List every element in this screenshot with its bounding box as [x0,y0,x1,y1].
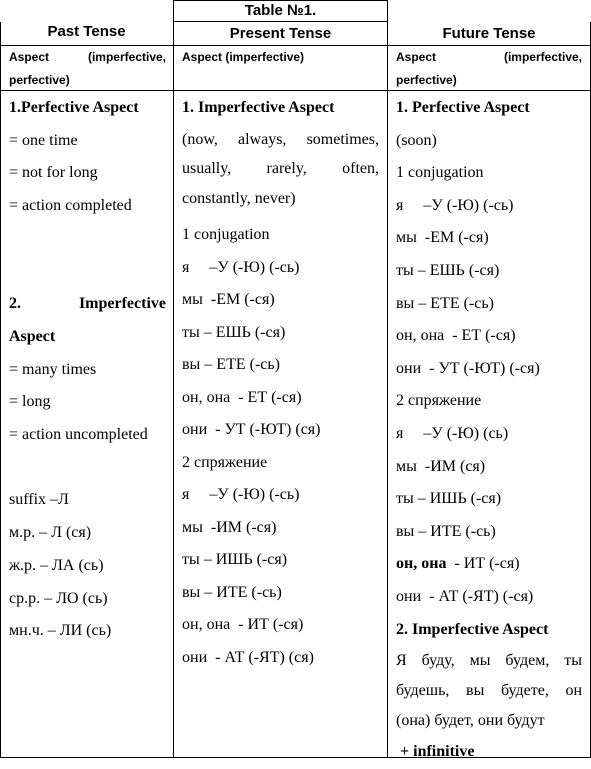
list-item: = many times [9,360,97,378]
list-item: они - УТ (-ЮТ) (ся) [182,421,321,438]
list-item: он, она - ИТ (-ся) [396,555,520,573]
list-item: ты – ЕШЬ (-ся) [182,323,286,341]
conj1-title: 1 conjugation [396,164,484,182]
list-item: он, она - ИТ (-ся) [182,616,304,633]
table-title: Table №1. [244,2,317,19]
present-column [182,92,379,674]
list-item: ср.р. – ЛО (сь) [9,589,108,607]
list-item: ты – ЕШЬ (-ся) [396,261,500,279]
past-imperfective-title: 2. Imperfective [9,295,166,313]
aspect-past: Aspect (imperfective, perfective) [9,50,166,87]
header-past: Past Tense [47,23,126,40]
list-item: они - АТ (-ЯТ) (ся) [182,648,314,666]
list-item: мы -ЕМ (-ся) [182,291,275,308]
list-item: мы -ИМ (ся) [396,457,486,475]
infinitive-note: + infinitive [400,743,475,761]
list-item: = long [9,393,51,411]
conj2-title: 2 спряжение [396,392,482,410]
future-column: 1. Perfective Aspect (soon) 1 conjugation я –У (-Ю) (-сь) мы -ЕМ (-ся) ты – ЕШЬ (-ся) вы – ЕТЕ (-сь) он, она - ЕТ (-ся) они - УТ (-ЮТ) (-ся) 2 спряжение я –У (-Ю) (сь) мы -ИМ (ся) ты – ИШЬ (-ся) вы – ИТЕ (-сь) он, она - ИТ (-ся) они - АТ (-ЯТ) (-ся) 2. Imperfective Aspect Я буду, мы будем, ты будешь, вы будете, он (она) будет, они будут + infinitive [396,92,582,769]
list-item: вы – ИТЕ (-сь) [396,522,496,540]
rule-left [0,22,1,758]
adverbs-text: (now, always, sometimes, usually, rarely, often, constantly, never) [182,130,379,207]
aspect-present: Aspect (imperfective) [182,50,305,64]
rule-col1 [173,0,174,758]
header-future: Future Tense [442,25,536,42]
list-item: = one time [9,131,78,149]
list-item: ж.р. – ЛА (сь) [9,556,104,574]
list-item: вы – ИТЕ (-сь) [182,583,282,601]
list-item: = action uncompleted [9,426,148,444]
future-imperfective-title: 2. Imperfective Aspect [396,620,549,638]
future-buda-text: Я буду, мы будем, ты будешь, вы будете, он (она) будет, они будут [396,652,582,730]
list-item: они - АТ (-ЯТ) (-ся) [396,587,534,605]
list-item: мн.ч. – ЛИ (сь) [9,622,112,640]
list-item: suffix –Л [9,491,69,509]
list-item: вы – ЕТЕ (-сь) [396,294,495,312]
list-item: вы – ЕТЕ (-сь) [182,356,281,373]
list-item: = action completed [9,197,132,215]
rule-col2 [387,0,388,758]
list-item: он, она - ЕТ (-ся) [182,388,302,406]
future-perfective-title: 1. Perfective Aspect [396,99,530,116]
present-imperfective-title: 1. Imperfective Aspect [182,99,335,116]
list-item: мы -ИМ (-ся) [182,518,277,536]
conj2-title: 2 спряжение [182,453,268,471]
list-item: ты – ИШЬ (-ся) [396,490,502,508]
list-item: он, она - ЕТ (-ся) [396,327,516,345]
list-item: = not for long [9,164,98,182]
list-item: я –У (-Ю) (-сь) [182,258,300,276]
conj1-title: 1 conjugation [182,226,270,243]
aspect-future: Aspect (imperfective, perfective) [396,50,582,87]
list-item: ты – ИШЬ (-ся) [182,551,288,568]
rule-below-title [173,21,388,22]
list-item: я –У (-Ю) (-сь) [182,486,300,503]
list-item: я –У (-Ю) (сь) [396,424,509,442]
list-item: я –У (-Ю) (-сь) [396,196,514,214]
past-perfective-title: 1.Perfective Aspect [9,99,139,116]
list-item: они - УТ (-ЮТ) (-ся) [396,359,540,377]
list-item: мы -ЕМ (-ся) [396,229,489,247]
list-item: м.р. – Л (ся) [9,524,92,542]
past-column: 1.Perfective Aspect = one time = not for long = action completed 2. Imperfective Aspect = many times = long = action uncompleted suffix –Л м.р. – Л (ся) ж.р. – ЛА (сь) ср.р. – ЛО (сь) мн.ч. – ЛИ (сь) [9,92,166,648]
header-present: Present Tense [229,25,332,42]
